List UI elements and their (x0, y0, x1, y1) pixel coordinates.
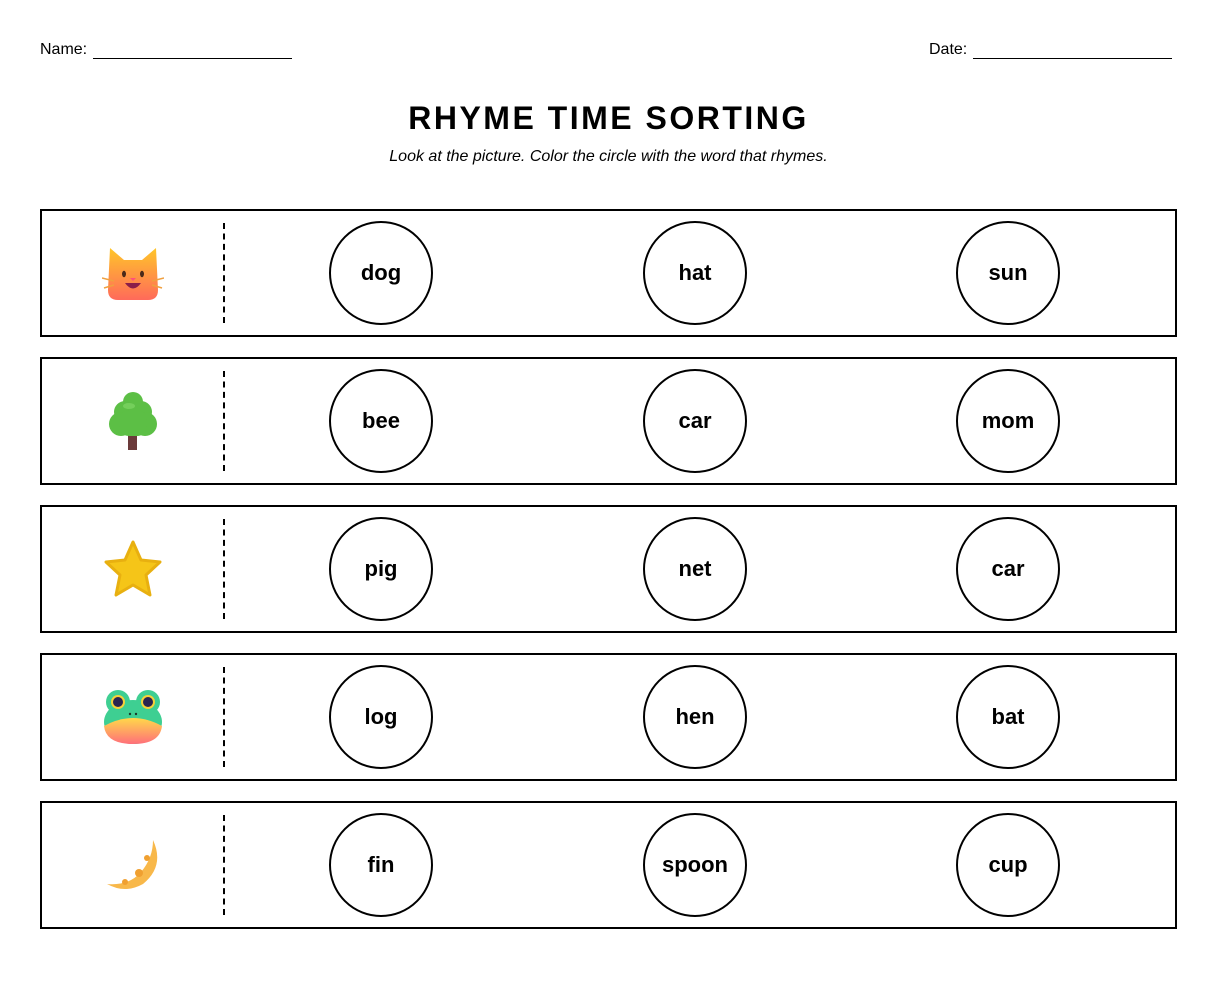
page-title: RHYME TIME SORTING (408, 100, 809, 136)
dashed-divider (223, 667, 225, 767)
rhyme-row-moon (40, 801, 1177, 929)
picture-cell (42, 507, 223, 631)
word-circle[interactable]: car (643, 369, 747, 473)
word-circle[interactable]: hat (643, 221, 747, 325)
name-field (40, 40, 292, 59)
rhyme-rows (40, 209, 1177, 949)
rhyme-row-star (40, 505, 1177, 633)
picture-cell (42, 359, 223, 483)
date-write-line[interactable] (973, 45, 1172, 59)
cat-face-icon (102, 244, 164, 302)
star-icon (102, 539, 164, 599)
dashed-divider (223, 371, 225, 471)
picture-cell (42, 211, 223, 335)
word-circle[interactable]: mom (956, 369, 1060, 473)
word-circle[interactable]: pig (329, 517, 433, 621)
name-label: Name: (40, 41, 88, 58)
word-circle[interactable]: sun (956, 221, 1060, 325)
date-label: Date: (929, 41, 968, 58)
dashed-divider (223, 223, 225, 323)
picture-cell (42, 655, 223, 779)
word-circle[interactable]: cup (956, 813, 1060, 917)
rhyme-row-frog (40, 653, 1177, 781)
date-field (929, 40, 1172, 59)
rhyme-row-tree (40, 357, 1177, 485)
word-circle[interactable]: dog (329, 221, 433, 325)
instructions: Look at the picture. Color the circle with the word that rhymes. (389, 148, 828, 165)
word-circle[interactable]: hen (643, 665, 747, 769)
word-circle[interactable]: log (329, 665, 433, 769)
tree-icon (107, 390, 159, 452)
frog-icon (102, 688, 164, 746)
word-circle[interactable]: car (956, 517, 1060, 621)
word-circle[interactable]: bee (329, 369, 433, 473)
word-circle[interactable]: spoon (643, 813, 747, 917)
rhyme-row-cat (40, 209, 1177, 337)
dashed-divider (223, 519, 225, 619)
word-circle[interactable]: net (643, 517, 747, 621)
picture-cell (42, 803, 223, 927)
moon-icon (103, 836, 163, 894)
word-circle[interactable]: bat (956, 665, 1060, 769)
dashed-divider (223, 815, 225, 915)
name-write-line[interactable] (93, 45, 292, 59)
word-circle[interactable]: fin (329, 813, 433, 917)
